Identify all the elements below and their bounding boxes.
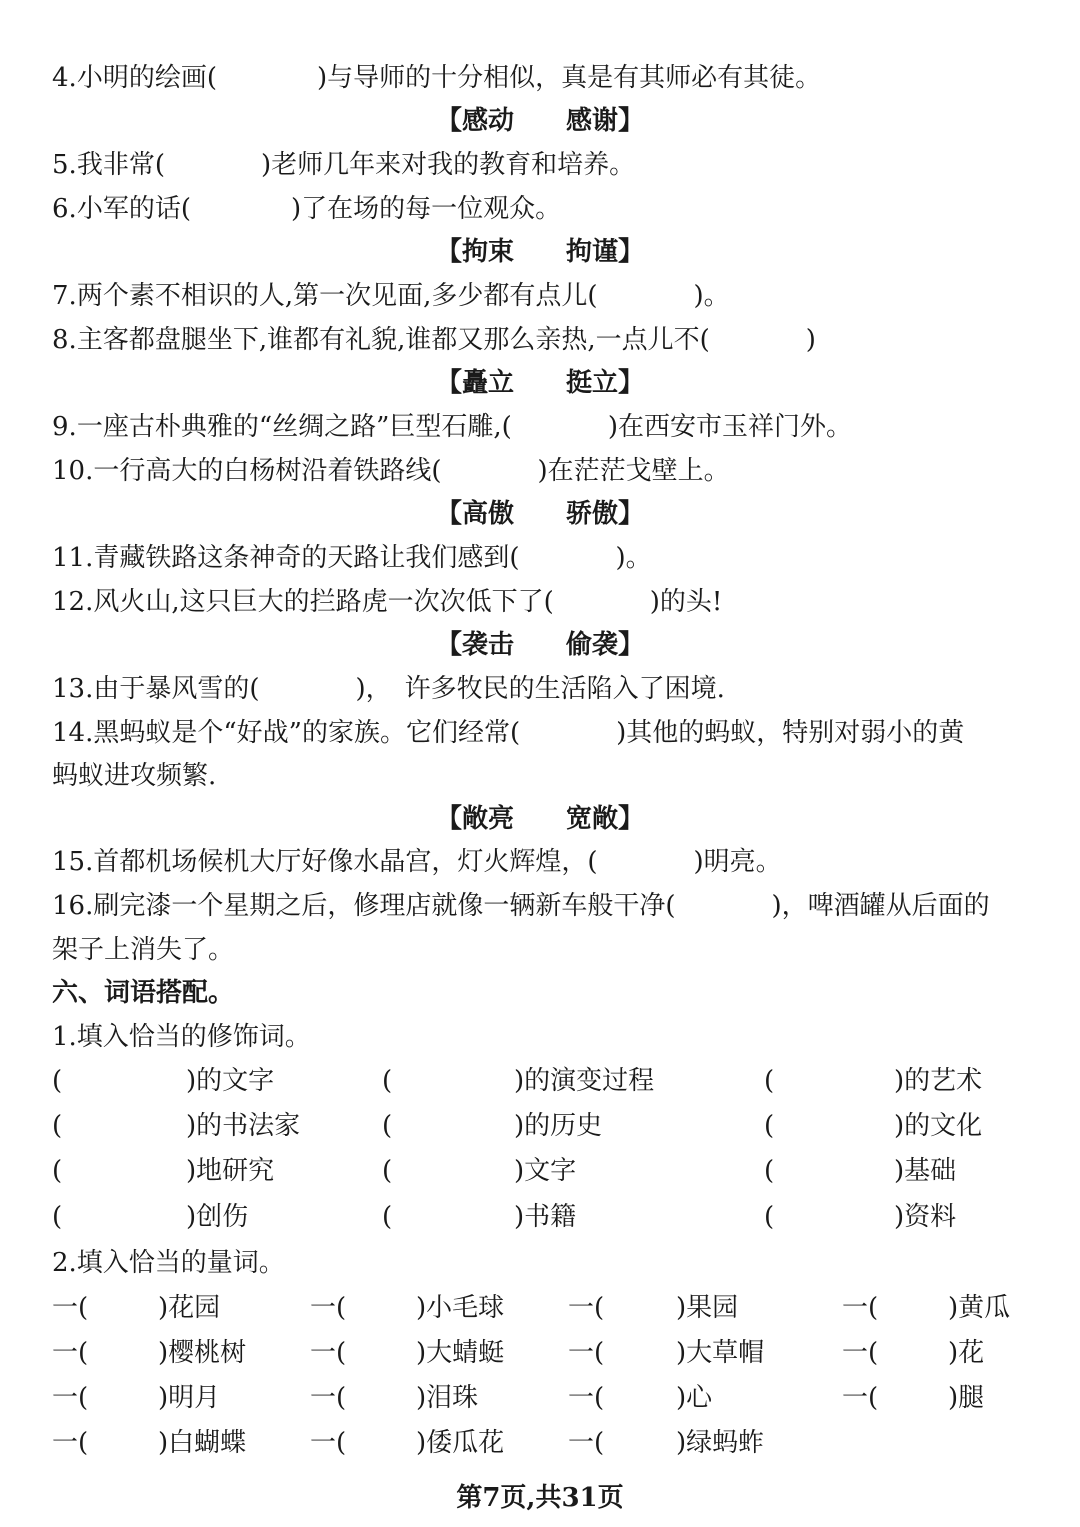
measure-word-row [52, 1376, 1040, 1420]
question-text-before-blank: 风火山,这只巨大的拦路虎一次次低下了( [93, 587, 554, 617]
word-choice-group: 【袭击 偷袭】 [435, 630, 644, 660]
measure-blank-open[interactable]: 一( [842, 1293, 879, 1323]
modifier-target-word: )文字 [514, 1156, 577, 1186]
question-text-before-blank: 一座古朴典雅的“丝绸之路”巨型石雕,( [76, 412, 512, 442]
fill-question [52, 536, 1040, 580]
question-text-after-blank: )。 [693, 281, 730, 311]
fill-question [52, 187, 1040, 231]
question-number: 7. [52, 281, 77, 311]
question-text-before-blank: 黑蚂蚁是个“好战”的家族。它们经常( [93, 718, 521, 748]
measure-word-row [52, 1421, 1040, 1465]
question-continuation: 架子上消失了。 [52, 935, 235, 965]
question-number: 13. [52, 674, 94, 704]
modifier-target-word: )的书法家 [186, 1111, 301, 1141]
blank-open-paren[interactable]: ( [382, 1066, 393, 1096]
measure-target-noun: )泪珠 [416, 1383, 479, 1413]
modifier-target-word: )书籍 [514, 1202, 577, 1232]
modifier-target-word: )的演变过程 [514, 1066, 655, 1096]
question-number: 11. [52, 543, 94, 573]
fill-question [52, 884, 1040, 928]
question-text-after-blank: )老师几年来对我的教育和培养。 [260, 150, 636, 180]
measure-blank-open[interactable]: 一( [568, 1383, 605, 1413]
question-number: 6. [52, 194, 77, 224]
fill-question [52, 318, 1040, 362]
task2-title: 2.填入恰当的量词。 [52, 1248, 285, 1278]
question-text-after-blank: )其他的蚂蚁，特别对弱小的黄 [616, 718, 965, 748]
question-text-after-blank: )。 [615, 543, 652, 573]
measure-blank-open[interactable]: 一( [568, 1293, 605, 1323]
question-text-before-blank: 小军的话( [76, 194, 191, 224]
measure-target-noun: )腿 [948, 1383, 985, 1413]
page-footer: 第7页,共31页 [456, 1483, 624, 1513]
question-text-after-blank: )的头! [649, 587, 723, 617]
measure-target-noun: )果园 [676, 1293, 739, 1323]
measure-target-noun: )樱桃树 [158, 1338, 247, 1368]
fill-question [52, 143, 1040, 187]
question-text-after-blank: )在茫茫戈壁上。 [537, 456, 730, 486]
word-choice-group: 【拘束 拘谨】 [435, 237, 644, 267]
blank-open-paren[interactable]: ( [764, 1111, 775, 1141]
measure-blank-open[interactable]: 一( [310, 1293, 347, 1323]
measure-target-noun: )黄瓜 [948, 1293, 1011, 1323]
measure-blank-open[interactable]: 一( [52, 1293, 89, 1323]
measure-blank-open[interactable]: 一( [52, 1338, 89, 1368]
word-choice-group: 【高傲 骄傲】 [435, 499, 644, 529]
measure-blank-open[interactable]: 一( [842, 1338, 879, 1368]
section-title: 六、词语搭配。 [52, 978, 235, 1008]
fill-question [52, 667, 1040, 711]
question-text-before-blank: 两个素不相识的人,第一次见面,多少都有点儿( [76, 281, 598, 311]
fill-question [52, 405, 1040, 449]
question-number: 9. [52, 412, 77, 442]
measure-target-noun: )倭瓜花 [416, 1428, 505, 1458]
fill-question [52, 56, 1040, 100]
measure-word-row [52, 1331, 1040, 1375]
modifier-target-word: )的历史 [514, 1111, 603, 1141]
question-text-before-blank: 主客都盘腿坐下,谁都有礼貌,谁都又那么亲热,一点儿不( [76, 325, 710, 355]
measure-target-noun: )大蜻蜓 [416, 1338, 505, 1368]
blank-open-paren[interactable]: ( [382, 1156, 393, 1186]
measure-target-noun: )大草帽 [676, 1338, 765, 1368]
measure-blank-open[interactable]: 一( [310, 1383, 347, 1413]
fill-question [52, 449, 1040, 493]
question-text-before-blank: 首都机场候机大厅好像水晶宫，灯火辉煌，( [93, 847, 598, 877]
modifier-target-word: )地研究 [186, 1156, 275, 1186]
modifier-target-word: )基础 [894, 1156, 957, 1186]
blank-open-paren[interactable]: ( [764, 1066, 775, 1096]
modifier-row [52, 1149, 1040, 1193]
modifier-row [52, 1195, 1040, 1239]
measure-blank-open[interactable]: 一( [568, 1338, 605, 1368]
measure-target-noun: )花 [948, 1338, 985, 1368]
measure-blank-open[interactable]: 一( [52, 1383, 89, 1413]
question-text-after-blank: )，啤酒罐从后面的 [771, 891, 990, 921]
blank-open-paren[interactable]: ( [382, 1202, 393, 1232]
word-choice-group: 【感动 感谢】 [435, 106, 644, 136]
blank-open-paren[interactable]: ( [52, 1066, 63, 1096]
question-text-after-blank: )了在场的每一位观众。 [290, 194, 562, 224]
fill-question [52, 274, 1040, 318]
question-text-before-blank: 一行高大的白杨树沿着铁路线( [93, 456, 442, 486]
question-number: 4. [52, 63, 77, 93]
measure-blank-open[interactable]: 一( [842, 1383, 879, 1413]
measure-word-row [52, 1286, 1040, 1330]
word-choice-group: 【矗立 挺立】 [435, 368, 644, 398]
blank-open-paren[interactable]: ( [764, 1156, 775, 1186]
task1-title: 1.填入恰当的修饰词。 [52, 1022, 311, 1052]
question-text-before-blank: 青藏铁路这条神奇的天路让我们感到( [93, 543, 520, 573]
measure-blank-open[interactable]: 一( [52, 1428, 89, 1458]
question-text-after-blank: )， 许多牧民的生活陷入了困境. [355, 674, 725, 704]
modifier-target-word: )的艺术 [894, 1066, 983, 1096]
question-number: 12. [52, 587, 94, 617]
blank-open-paren[interactable]: ( [764, 1202, 775, 1232]
question-text-after-blank: ) [805, 325, 816, 355]
question-text-before-blank: 由于暴风雪的( [93, 674, 260, 704]
fill-question [52, 580, 1040, 624]
blank-open-paren[interactable]: ( [52, 1156, 63, 1186]
word-choice-group: 【敞亮 宽敞】 [435, 804, 644, 834]
question-text-after-blank: )明亮。 [693, 847, 782, 877]
measure-target-noun: )小毛球 [416, 1293, 505, 1323]
modifier-row [52, 1059, 1040, 1103]
measure-blank-open[interactable]: 一( [310, 1338, 347, 1368]
question-text-before-blank: 刷完漆一个星期之后，修理店就像一辆新车般干净( [93, 891, 676, 921]
measure-target-noun: )绿蚂蚱 [676, 1428, 765, 1458]
fill-question [52, 840, 1040, 884]
modifier-row [52, 1104, 1040, 1148]
question-text-after-blank: )与导师的十分相似，真是有其师必有其徒。 [316, 63, 822, 93]
modifier-target-word: )的文字 [186, 1066, 275, 1096]
measure-blank-open[interactable]: 一( [310, 1428, 347, 1458]
question-number: 5. [52, 150, 77, 180]
question-text-before-blank: 小明的绘画( [76, 63, 217, 93]
question-number: 8. [52, 325, 77, 355]
question-text-after-blank: )在西安市玉祥门外。 [607, 412, 852, 442]
question-number: 15. [52, 847, 94, 877]
measure-target-noun: )心 [676, 1383, 713, 1413]
modifier-target-word: )的文化 [894, 1111, 983, 1141]
modifier-target-word: )资料 [894, 1202, 957, 1232]
question-text-before-blank: 我非常( [76, 150, 165, 180]
measure-target-noun: )明月 [158, 1383, 221, 1413]
question-number: 10. [52, 456, 94, 486]
question-number: 16. [52, 891, 94, 921]
modifier-target-word: )创伤 [186, 1202, 249, 1232]
blank-open-paren[interactable]: ( [382, 1111, 393, 1141]
blank-open-paren[interactable]: ( [52, 1111, 63, 1141]
blank-open-paren[interactable]: ( [52, 1202, 63, 1232]
measure-blank-open[interactable]: 一( [568, 1428, 605, 1458]
question-continuation: 蚂蚁进攻频繁. [52, 761, 217, 791]
measure-target-noun: )花园 [158, 1293, 221, 1323]
fill-question [52, 711, 1040, 755]
question-number: 14. [52, 718, 94, 748]
measure-target-noun: )白蝴蝶 [158, 1428, 247, 1458]
